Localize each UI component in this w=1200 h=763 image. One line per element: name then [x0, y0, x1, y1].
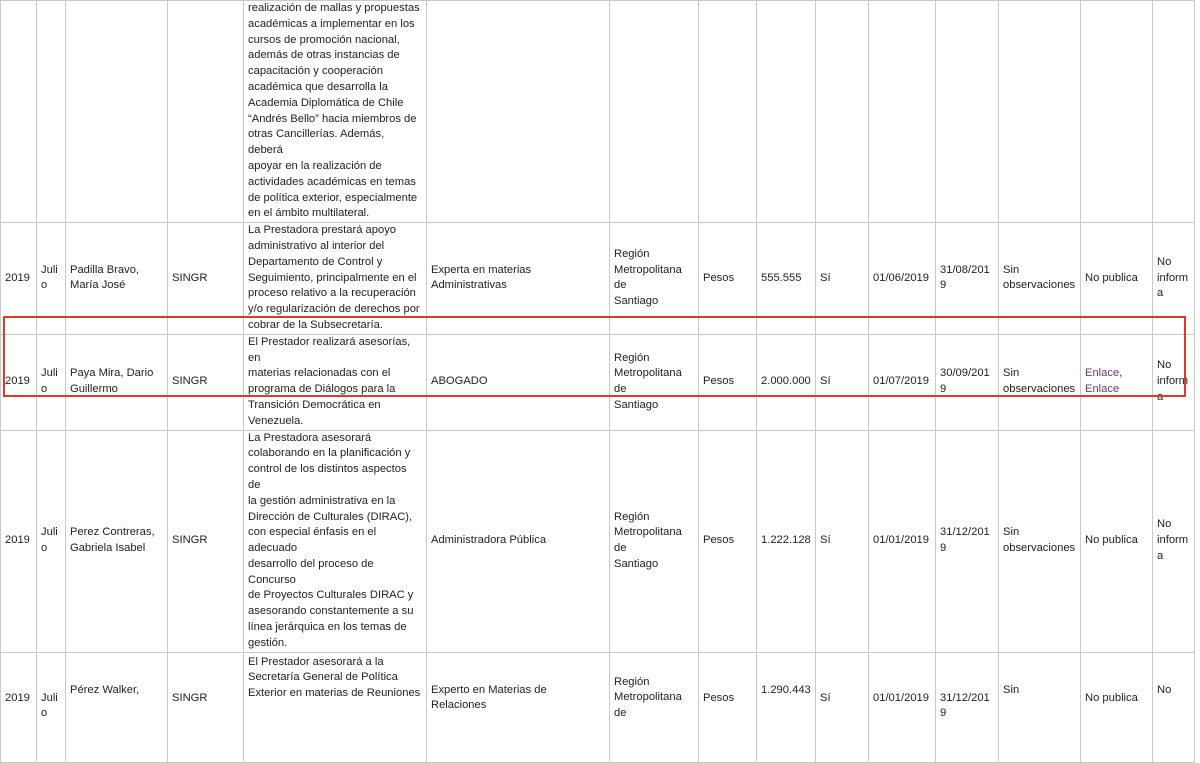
description-line: apoyar en la realización de	[248, 159, 382, 172]
region-line: Santiago	[614, 557, 659, 570]
observations-line: Sin	[1003, 263, 1020, 276]
description-line: “Andrés Bello” hacia miembros de	[248, 112, 417, 125]
description-line: en el ámbito multilateral.	[248, 207, 370, 220]
inform-cell	[1153, 1, 1195, 223]
table-row	[1, 430, 1195, 652]
description-line: línea jerárquica en los temas de	[248, 621, 407, 634]
description-line: cobrar de la Subsecretaría.	[248, 318, 383, 331]
end-date-cell: 31/12/2019	[936, 430, 999, 652]
inform-line: No	[1157, 255, 1172, 268]
amount-cell: 555.555	[757, 223, 816, 335]
region-line: Región	[614, 675, 650, 688]
currency-cell: Pesos	[699, 430, 757, 652]
publication-cell: No publica	[1081, 652, 1153, 762]
publication-cell: No publica	[1081, 223, 1153, 335]
description-line: capacitación y cooperación	[248, 65, 383, 78]
year-cell: 2019	[1, 652, 37, 762]
month-cell: Julio	[37, 430, 66, 652]
description-cell	[244, 334, 427, 430]
description-cell	[244, 430, 427, 652]
month-cell: Julio	[37, 223, 66, 335]
region-line: Metropolitana de	[614, 526, 682, 555]
description-line: administrativo al interior del	[248, 239, 385, 252]
amount-cell: 2.000.000	[757, 334, 816, 430]
unit-cell: SINGR	[168, 223, 244, 335]
description-line: proceso relativo a la recuperación	[248, 287, 416, 300]
observations-cell	[999, 334, 1081, 430]
name-cell	[66, 1, 168, 223]
currency-cell	[699, 1, 757, 223]
description-line: Seguimiento, principalmente en el	[248, 271, 417, 284]
description-line: Venezuela.	[248, 414, 304, 427]
name-cell	[66, 430, 168, 652]
observations-cell	[999, 652, 1081, 762]
inform-line: No	[1157, 518, 1172, 531]
profession-cell: Administradora Pública	[427, 430, 610, 652]
month-cell: Julio	[37, 334, 66, 430]
region-line: Metropolitana de	[614, 263, 682, 292]
year-cell: 2019	[1, 223, 37, 335]
description-line: La Prestadora prestará apoyo	[248, 224, 397, 237]
start-date-cell: 01/07/2019	[869, 334, 936, 430]
name-line: Perez Contreras,	[70, 526, 155, 539]
name-line: María José	[70, 279, 126, 292]
observations-line: observaciones	[1003, 279, 1076, 292]
inform-cell	[1153, 652, 1195, 762]
amount-cell: 1.222.128	[757, 430, 816, 652]
description-line: Academia Diplomática de Chile	[248, 96, 404, 109]
description-cell	[244, 652, 427, 762]
unit-cell: SINGR	[168, 430, 244, 652]
name-cell	[66, 223, 168, 335]
description-line: El Prestador realizará asesorías, en	[248, 335, 411, 364]
name-line: Guillermo	[70, 383, 118, 396]
flag-cell: Sí	[816, 334, 869, 430]
amount-cell	[757, 1, 816, 223]
start-date-cell: 01/01/2019	[869, 652, 936, 762]
region-line: Santiago	[614, 295, 659, 308]
observations-line: Sin	[1003, 367, 1020, 380]
description-line: colaborando en la planificación y	[248, 447, 411, 460]
unit-cell: SINGR	[168, 334, 244, 430]
region-line: Metropolitana de	[614, 367, 682, 396]
observations-line: Sin	[1003, 683, 1020, 696]
description-line: asesorando constantemente a su	[248, 605, 414, 618]
currency-cell: Pesos	[699, 223, 757, 335]
inform-line: No	[1157, 683, 1172, 696]
description-line: desarrollo del proceso de Concurso	[248, 557, 374, 586]
currency-cell: Pesos	[699, 334, 757, 430]
inform-cell	[1153, 334, 1195, 430]
publication-cell: No publica	[1081, 430, 1153, 652]
description-line: control de los distintos aspectos de	[248, 463, 407, 491]
end-date-cell: 31/08/2019	[936, 223, 999, 335]
observations-line: observaciones	[1003, 383, 1076, 396]
inform-line: informa	[1157, 271, 1189, 300]
description-line: además de otras instancias de	[248, 49, 400, 62]
region-cell	[610, 334, 699, 430]
description-line: materias relacionadas con el	[248, 367, 391, 380]
year-cell: 2019	[1, 430, 37, 652]
name-line: Pérez Walker,	[70, 683, 140, 696]
month-cell: Julio	[37, 652, 66, 762]
name-cell	[66, 652, 168, 762]
description-line: otras Cancillerías. Además, deberá	[248, 128, 385, 157]
region-cell	[610, 652, 699, 762]
description-line: de Proyectos Culturales DIRAC y	[248, 589, 414, 602]
description-line: Secretaría General de Política	[248, 671, 398, 684]
region-cell	[610, 430, 699, 652]
description-line: programa de Diálogos para la	[248, 383, 396, 396]
table-row	[1, 652, 1195, 762]
description-line: Departamento de Control y	[248, 255, 383, 268]
inform-line: informa	[1157, 534, 1189, 562]
description-line: la gestión administrativa en la	[248, 494, 396, 507]
description-line: con especial énfasis en el adecuado	[248, 526, 377, 555]
observations-line: Sin	[1003, 526, 1020, 539]
amount-cell: 1.290.443	[757, 652, 816, 762]
description-line: académicas a implementar en los	[248, 17, 415, 30]
enlace-link-1[interactable]: Enlace	[1085, 367, 1120, 380]
unit-cell	[168, 1, 244, 223]
end-date-cell: 30/09/2019	[936, 334, 999, 430]
unit-cell: SINGR	[168, 652, 244, 762]
flag-cell: Sí	[816, 430, 869, 652]
year-cell: 2019	[1, 334, 37, 430]
name-line: Gabriela Isabel	[70, 542, 146, 555]
end-date-cell	[936, 1, 999, 223]
description-line: Dirección de Culturales (DIRAC),	[248, 510, 413, 523]
observations-cell	[999, 223, 1081, 335]
region-line: Santiago	[614, 398, 659, 411]
description-cell	[244, 223, 427, 335]
start-date-cell: 01/01/2019	[869, 430, 936, 652]
table-row	[1, 1, 1195, 223]
links-cell	[1081, 334, 1153, 430]
region-line: Región	[614, 510, 650, 523]
year-cell	[1, 1, 37, 223]
flag-cell: Sí	[816, 652, 869, 762]
description-line: y/o regularización de derechos por	[248, 303, 420, 316]
name-cell	[66, 334, 168, 430]
flag-cell	[816, 1, 869, 223]
description-line: realización de mallas y propuestas	[248, 2, 420, 14]
description-line: Transición Democrática en	[248, 398, 381, 411]
inform-cell	[1153, 430, 1195, 652]
profession-cell: Experto en Materias de Relaciones	[427, 652, 610, 762]
currency-cell: Pesos	[699, 652, 757, 762]
observations-cell	[999, 430, 1081, 652]
inform-line: informa	[1157, 375, 1189, 404]
publication-cell	[1081, 1, 1153, 223]
enlace-link-2[interactable]: Enlace	[1085, 383, 1120, 396]
link-separator: ,	[1119, 367, 1123, 380]
region-line: Metropolitana de	[614, 691, 682, 720]
description-cell	[244, 1, 427, 223]
table-row-highlighted	[1, 334, 1195, 430]
region-line: Región	[614, 351, 650, 364]
table-row	[1, 223, 1195, 335]
description-line: de política exterior, especialmente	[248, 191, 418, 204]
month-cell	[37, 1, 66, 223]
region-cell	[610, 223, 699, 335]
flag-cell: Sí	[816, 223, 869, 335]
start-date-cell	[869, 1, 936, 223]
description-line: Exterior en materias de Reuniones	[248, 687, 421, 700]
region-line: Región	[614, 247, 650, 260]
profession-cell	[427, 1, 610, 223]
description-line: cursos de promoción nacional,	[248, 33, 400, 46]
name-line: Padilla Bravo,	[70, 263, 140, 276]
profession-cell: Experta en materias Administrativas	[427, 223, 610, 335]
profession-cell: ABOGADO	[427, 334, 610, 430]
inform-cell	[1153, 223, 1195, 335]
start-date-cell: 01/06/2019	[869, 223, 936, 335]
description-line: El Prestador asesorará a la	[248, 655, 384, 668]
description-line: La Prestadora asesorará	[248, 431, 372, 444]
name-line: Paya Mira, Dario	[70, 367, 154, 380]
region-cell	[610, 1, 699, 223]
description-line: actividades académicas en temas	[248, 175, 416, 188]
description-line: gestión.	[248, 636, 288, 649]
observations-cell	[999, 1, 1081, 223]
observations-line: observaciones	[1003, 542, 1076, 555]
end-date-cell: 31/12/2019	[936, 652, 999, 762]
description-line: académica que desarrolla la	[248, 80, 388, 93]
inform-line: No	[1157, 359, 1172, 372]
